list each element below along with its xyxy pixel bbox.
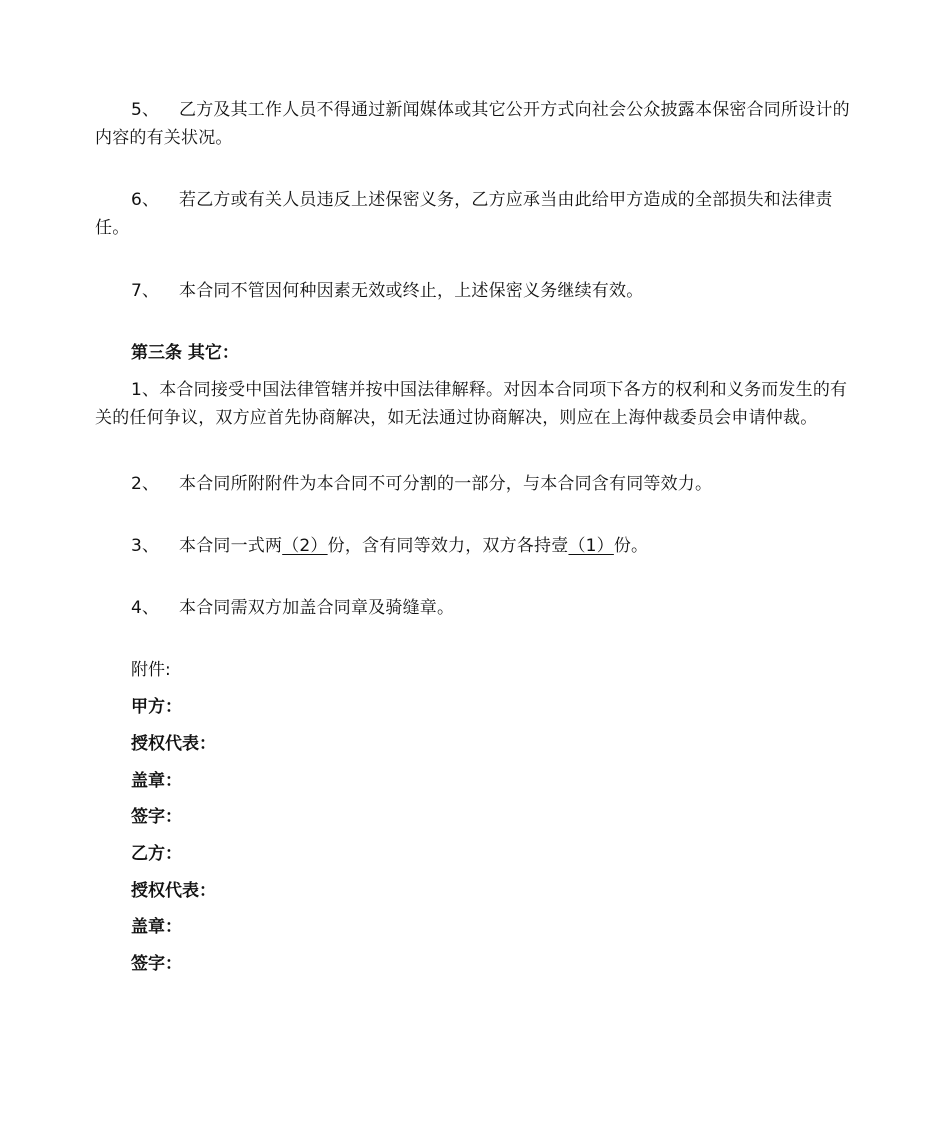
clause-7-text: 本合同不管因何种因素无效或终止，上述保密义务继续有效。 bbox=[179, 281, 644, 301]
party-b-seal-label: 盖章： bbox=[131, 917, 182, 937]
paragraph-3-text-mid: 份，含有同等效力，双方各持壹 bbox=[327, 536, 569, 556]
clause-6-number: 6、 bbox=[131, 190, 160, 210]
clause-5-text: 乙方及其工作人员不得通过新闻媒体或其它公开方式向社会公众披露本保密合同所设计的内容的有关状况。 bbox=[95, 100, 850, 148]
party-a-representative-label: 授权代表： bbox=[131, 734, 216, 754]
copies-each: （1） bbox=[568, 536, 614, 556]
party-a-label: 甲方： bbox=[131, 697, 182, 717]
clause-7-number: 7、 bbox=[131, 281, 160, 301]
paragraph-4-text: 本合同需双方加盖合同章及骑缝章。 bbox=[179, 598, 455, 618]
party-a-signature-label: 签字： bbox=[131, 807, 182, 827]
paragraph-3-text-pre: 本合同一式两 bbox=[179, 536, 283, 556]
copies-count: （2） bbox=[282, 536, 328, 556]
clause-6-text: 若乙方或有关人员违反上述保密义务，乙方应承当由此给甲方造成的全部损失和法律责任。 bbox=[95, 190, 833, 238]
paragraph-3-number: 3、 bbox=[131, 536, 160, 556]
clause-7 bbox=[95, 277, 860, 305]
paragraph-4-number: 4、 bbox=[131, 598, 160, 618]
article-3-paragraph-3 bbox=[95, 532, 860, 560]
article-3-paragraph-4 bbox=[95, 594, 860, 622]
clause-6 bbox=[95, 186, 860, 242]
clause-5 bbox=[95, 96, 860, 152]
paragraph-3-text-post: 份。 bbox=[613, 536, 649, 556]
party-b-signature-label: 签字： bbox=[131, 954, 182, 974]
article-3-paragraph-2 bbox=[95, 470, 860, 498]
paragraph-2-text: 本合同所附附件为本合同不可分割的一部分，与本合同含有同等效力。 bbox=[179, 474, 713, 494]
article-3-heading: 第三条 其它： bbox=[131, 343, 239, 363]
attachment-label: 附件: bbox=[131, 660, 171, 680]
article-3-paragraph-1: 1、本合同接受中国法律管辖并按中国法律解释。对因本合同项下各方的权利和义务而发生的有关的任何争议，双方应首先协商解决，如无法通过协商解决，则应在上海仲裁委员会申请仲裁。 bbox=[95, 380, 848, 428]
party-b-label: 乙方： bbox=[131, 844, 182, 864]
party-a-seal-label: 盖章： bbox=[131, 771, 182, 791]
party-b-representative-label: 授权代表： bbox=[131, 881, 216, 901]
clause-5-number: 5、 bbox=[131, 100, 160, 120]
paragraph-2-number: 2、 bbox=[131, 474, 160, 494]
